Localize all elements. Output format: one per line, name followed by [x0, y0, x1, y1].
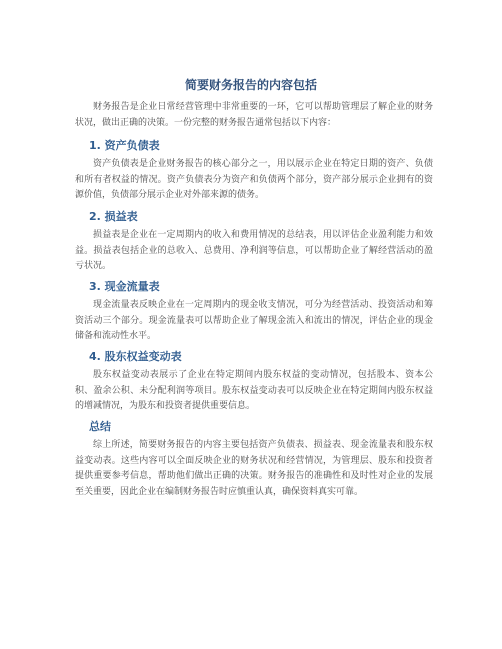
section-heading-balance-sheet: 1. 资产负债表 — [89, 139, 160, 152]
section-body-cash-flow: 现金流量表反映企业在一定周期内的现金收支情况，可分为经营活动、投资活动和筹资活动三个部分。现金流量表可以帮助企业了解现金流入和流出的情况，评估企业的现金储备和流动性水平。 — [75, 300, 433, 341]
section-body-balance-sheet: 资产负债表是企业财务报告的核心部分之一，用以展示企业在特定日期的资产、负债和所有者权益的情况。资产负债表分为资产和负债两个部分，资产部分展示企业拥有的资源价值，负债部分展示企业对外部来源的债务。 — [75, 159, 433, 200]
section-body-summary: 综上所述，简要财务报告的内容主要包括资产负债表、损益表、现金流量表和股东权益变动表。这些内容可以全面反映企业的财务状况和经营情况，为管理层、股东和投资者提供重要参考信息，帮助他们做出正确的决策。财务报告的准确性和及时性对企业的发展至关重要，因此企业在编制财务报告时应慎重认真，确保资料真实可靠。 — [75, 440, 433, 497]
section-body-equity-changes: 股东权益变动表展示了企业在特定期间内股东权益的变动情况，包括股本、资本公积、盈余公积、未分配利润等项目。股东权益变动表可以反映企业在特定期间内股东权益的增减情况，为股东和投资者提供重要信息。 — [75, 370, 433, 411]
intro-paragraph: 财务报告是企业日常经营管理中非常重要的一环，它可以帮助管理层了解企业的财务状况，做出正确的决策。一份完整的财务报告通常包括以下内容： — [75, 102, 433, 128]
section-heading-cash-flow: 3. 现金流量表 — [89, 280, 160, 293]
document-title: 简要财务报告的内容包括 — [184, 78, 317, 92]
section-heading-equity-changes: 4. 股东权益变动表 — [89, 350, 182, 363]
section-body-income-statement: 损益表是企业在一定周期内的收入和费用情况的总结表，用以评估企业盈利能力和效益。损益表包括企业的总收入、总费用、净利润等信息，可以帮助企业了解经营活动的盈亏状况。 — [75, 230, 433, 271]
section-heading-income-statement: 2. 损益表 — [89, 210, 138, 223]
section-heading-summary: 总结 — [89, 420, 111, 433]
